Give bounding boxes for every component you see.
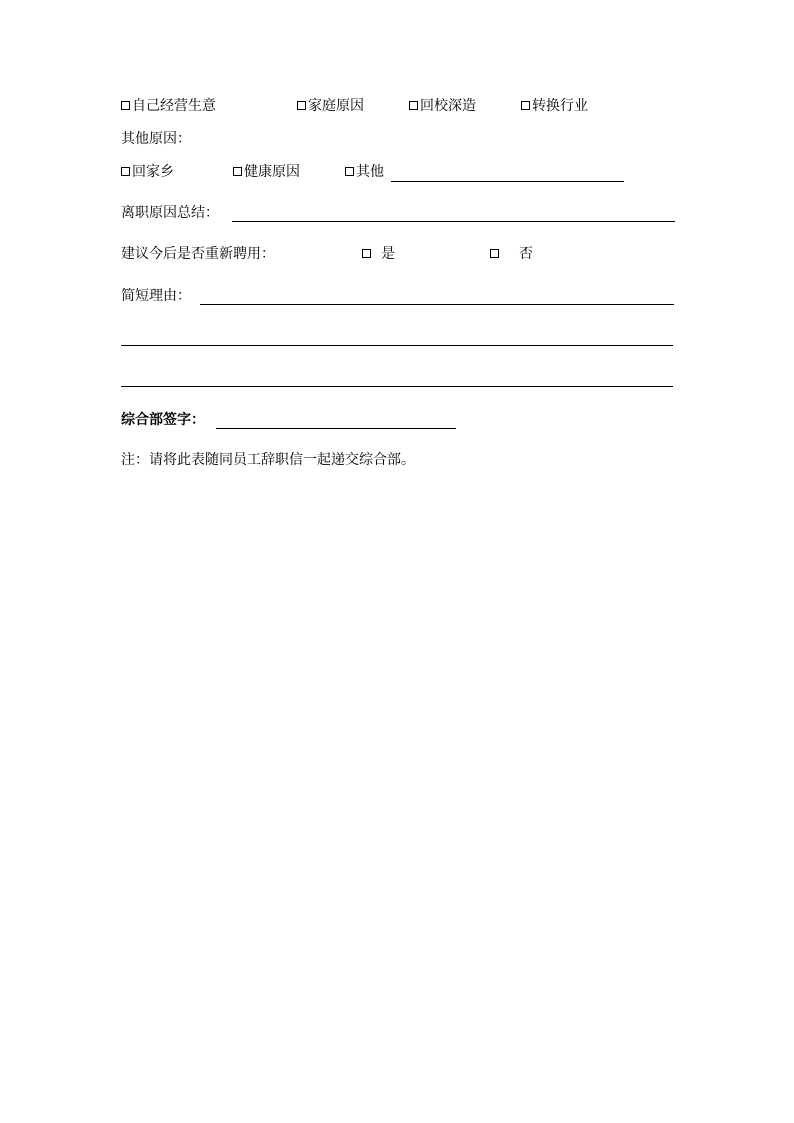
reason-change-industry-option[interactable] [521, 98, 588, 114]
checkbox[interactable] [490, 249, 499, 258]
signature-field[interactable] [216, 428, 456, 429]
reason-further-study-option[interactable] [409, 98, 476, 114]
checkbox[interactable] [521, 101, 530, 110]
reason-health-option[interactable] [233, 164, 300, 180]
brief-reason-label: 简短理由： [121, 288, 191, 304]
summary-label: 离职原因总结： [121, 205, 219, 221]
reason-label: 回校深造 [420, 98, 476, 114]
reason-self-business-option[interactable] [121, 98, 216, 114]
brief-reason-field-line-3[interactable] [121, 386, 673, 387]
checkbox[interactable] [345, 167, 354, 176]
summary-field[interactable] [232, 221, 675, 222]
checkbox[interactable] [121, 101, 130, 110]
other-reason-field[interactable] [391, 181, 624, 182]
reason-other-option[interactable] [345, 164, 384, 180]
reason-label: 转换行业 [532, 98, 588, 114]
rehire-label: 建议今后是否重新聘用： [121, 246, 275, 262]
reason-label: 其他 [356, 164, 384, 180]
rehire-yes-label: 是 [381, 246, 395, 262]
brief-reason-field-line-2[interactable] [121, 345, 673, 346]
checkbox[interactable] [121, 167, 130, 176]
note-text: 注：请将此表随同员工辞职信一起递交综合部。 [121, 452, 415, 468]
rehire-no-label: 否 [519, 246, 533, 262]
checkbox[interactable] [409, 101, 418, 110]
signature-label: 综合部签字： [121, 412, 205, 428]
reason-label: 健康原因 [244, 164, 300, 180]
checkbox[interactable] [362, 249, 371, 258]
reason-label: 家庭原因 [308, 98, 364, 114]
reason-label: 回家乡 [132, 164, 174, 180]
reason-return-hometown-option[interactable] [121, 164, 174, 180]
brief-reason-field-line-1[interactable] [200, 304, 674, 305]
checkbox[interactable] [297, 101, 306, 110]
rehire-no-option[interactable] [490, 246, 533, 262]
rehire-yes-option[interactable] [362, 246, 395, 262]
reason-label: 自己经营生意 [132, 98, 216, 114]
other-reasons-label: 其他原因： [121, 131, 191, 147]
reason-family-option[interactable] [297, 98, 364, 114]
checkbox[interactable] [233, 167, 242, 176]
